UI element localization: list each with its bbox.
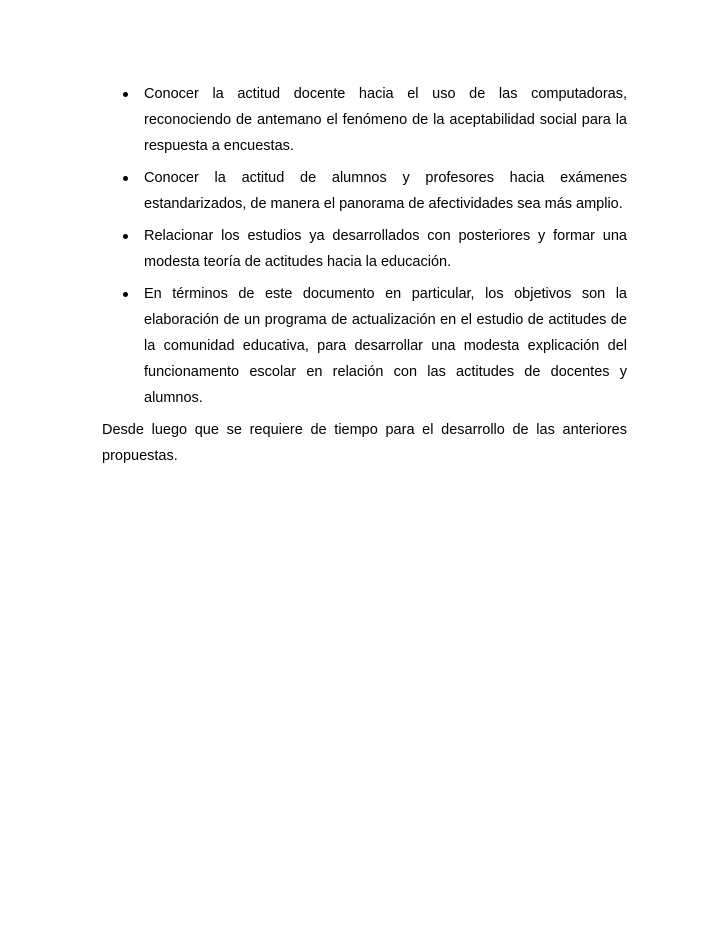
document-body bbox=[102, 81, 627, 469]
objectives-list bbox=[102, 81, 627, 411]
bullet-icon bbox=[123, 234, 128, 239]
list-item-text: Relacionar los estudios ya desarrollados con posteriores y formar una modesta teoría de actitudes hacia la educación. bbox=[144, 228, 627, 270]
bullet-icon bbox=[123, 92, 128, 97]
list-item-text: Conocer la actitud docente hacia el uso de las computadoras, reconociendo de antemano el fenómeno de la aceptabilidad social para la respuesta a encuestas. bbox=[144, 86, 627, 154]
bullet-icon bbox=[123, 176, 128, 181]
closing-paragraph: Desde luego que se requiere de tiempo para el desarrollo de las anteriores propuestas. bbox=[102, 422, 627, 464]
list-item-text: En términos de este documento en particular, los objetivos son la elaboración de un programa de actualización en el estudio de actitudes de la comunidad educativa, para desarrollar una modesta explicación del funcionamento escolar en relación con las actitudes de docentes y alumnos. bbox=[144, 286, 627, 406]
bullet-icon bbox=[123, 292, 128, 297]
list-item-text: Conocer la actitud de alumnos y profesores hacia exámenes estandarizados, de manera el panorama de afectividades sea más amplio. bbox=[144, 170, 627, 212]
list-item bbox=[102, 165, 627, 217]
list-item bbox=[102, 223, 627, 275]
list-item bbox=[102, 81, 627, 159]
list-item bbox=[102, 281, 627, 411]
